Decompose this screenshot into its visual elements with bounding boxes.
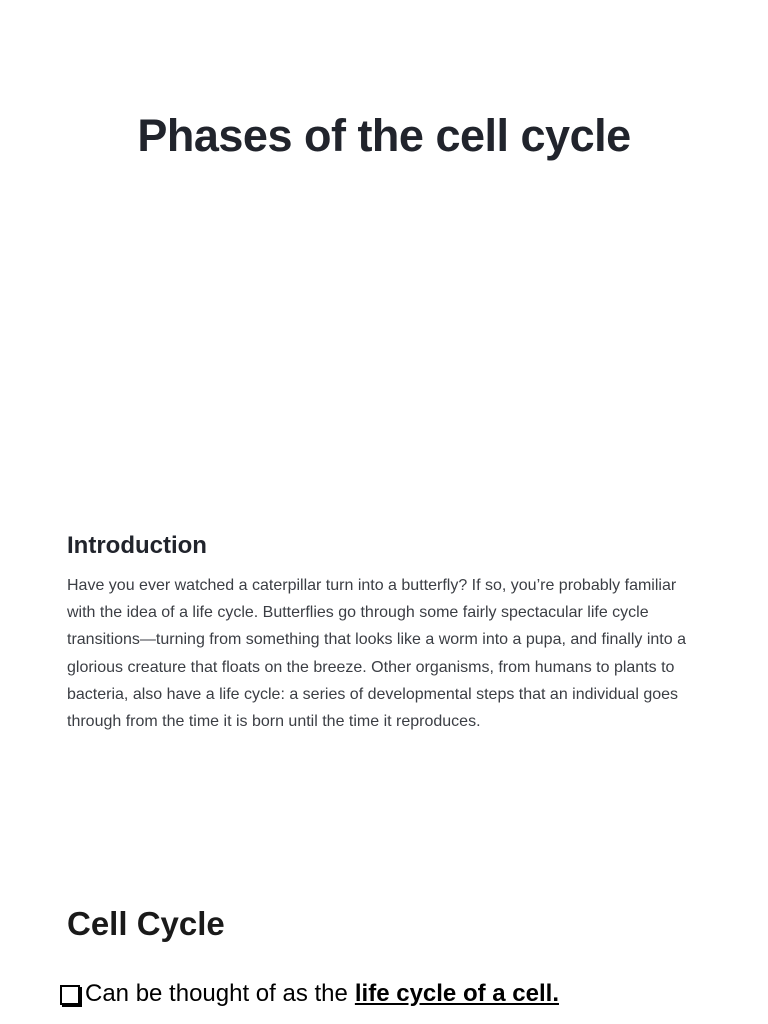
introduction-paragraph: Have you ever watched a caterpillar turn into a butterfly? If so, you’re probably familiar with the idea of a life cycle. Butterflies go through some fairly spectacular life cycle transitions—turning from something that looks like a worm into a pupa, and finally into a glorious creature that floats on the breeze. Other organisms, from humans to plants to bacteria, also have a life cycle: a series of developmental steps that an individual goes through from the time it is born until the time it reproduces. (67, 577, 686, 731)
page-title: Phases of the cell cycle (137, 110, 631, 161)
introduction-section (67, 532, 707, 735)
bullet-emphasis: life cycle of a cell. (354, 980, 559, 1007)
checkbox-icon (60, 985, 80, 1005)
bullet-text: Can be thought of as the (85, 980, 348, 1007)
introduction-heading: Introduction (67, 532, 207, 559)
cell-cycle-heading: Cell Cycle (67, 905, 225, 942)
cell-cycle-bullet (60, 980, 559, 1008)
